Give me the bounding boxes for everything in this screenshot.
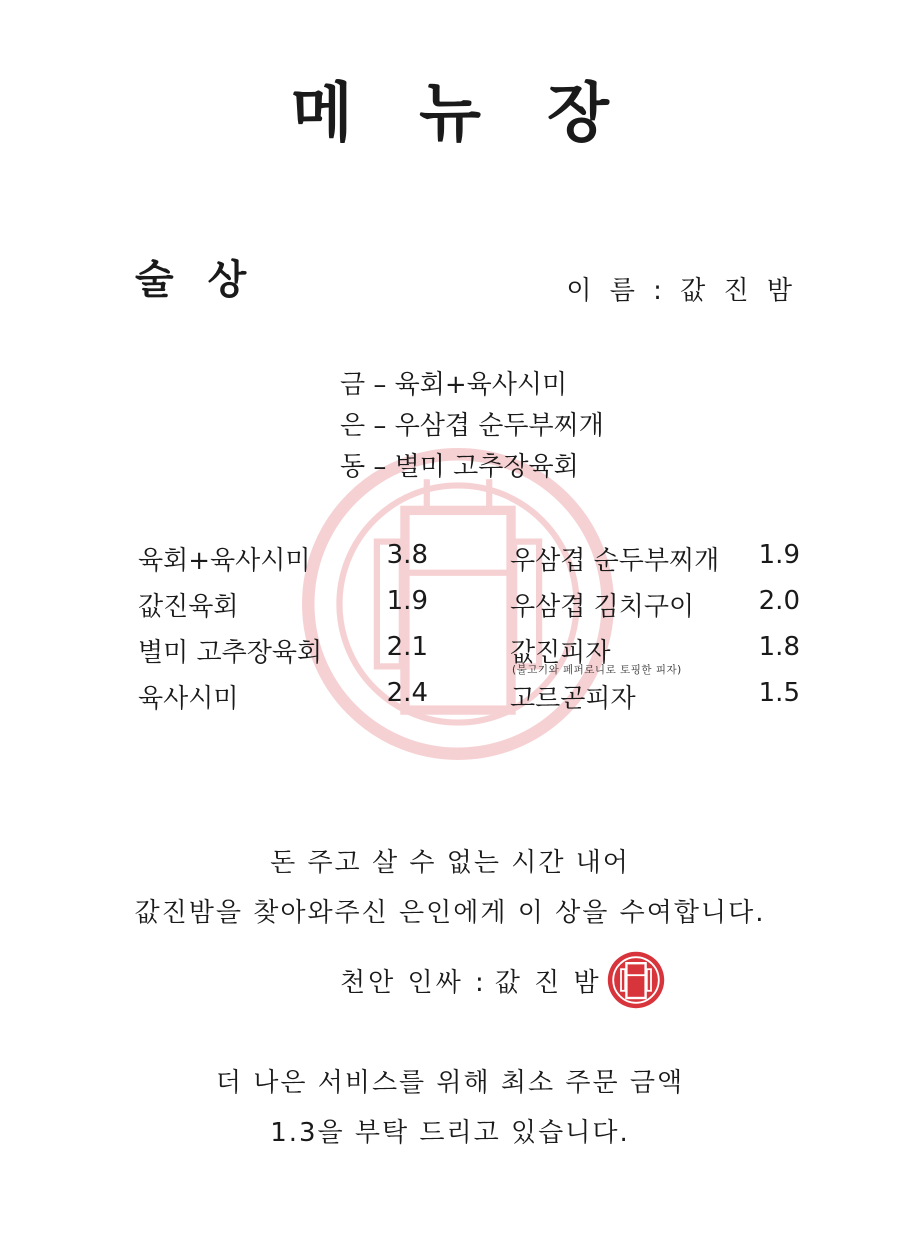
notice-line: 1.3을 부탁 드리고 있습니다.: [270, 1118, 630, 1148]
menu-item-price: 3.8: [386, 540, 428, 570]
tier-list: [340, 365, 604, 488]
menu-item: [138, 586, 428, 632]
tier-rank: 금: [340, 370, 366, 400]
presenter-label: 천안 인싸 :: [340, 967, 487, 998]
menu-item: [510, 540, 800, 586]
tier-rank: 은: [340, 411, 366, 441]
recipient-name: 값 진 밤: [680, 276, 797, 306]
menu-item: [138, 540, 428, 586]
menu-item-name: 우삼겹 순두부찌개: [510, 546, 720, 576]
tier-silver: [340, 406, 604, 447]
menu-item: [510, 632, 800, 678]
tier-items: 우삼겹 순두부찌개: [394, 411, 604, 441]
recipient-label: 이 름 :: [566, 276, 667, 306]
menu-left-column: [138, 540, 428, 724]
tier-items: 별미 고추장육회: [394, 452, 579, 482]
award-message-line: 값진밤을 찾아와주신 은인에게 이 상을 수여합니다.: [134, 898, 766, 928]
award-heading: 술 상: [135, 256, 257, 303]
stamp-seal-icon: [606, 950, 666, 1010]
menu-item-price: 2.0: [758, 586, 800, 616]
tier-dash: –: [373, 370, 387, 400]
menu-item-name: 별미 고추장육회: [138, 638, 323, 668]
menu-item: [138, 678, 428, 724]
menu-item-price: 1.9: [386, 586, 428, 616]
page-title: 메 뉴 장: [290, 76, 632, 151]
tier-dash: –: [373, 411, 387, 441]
menu-item: [510, 586, 800, 632]
notice-line: 더 나은 서비스를 위해 최소 주문 금액: [215, 1068, 685, 1098]
presenter-line: [340, 950, 666, 1010]
award-message-line: 돈 주고 살 수 없는 시간 내어: [270, 848, 630, 878]
menu-item-price: 1.5: [758, 678, 800, 708]
menu-item-name: 값진육회: [138, 592, 239, 622]
menu-item-name: 값진피자: [510, 638, 611, 668]
menu-item-note: (불고기와 페퍼로니로 토핑한 피자): [512, 664, 682, 676]
menu-item: [510, 678, 800, 724]
menu-item-price: 2.1: [386, 632, 428, 662]
tier-bronze: [340, 447, 604, 488]
menu-item-name: 육회+육사시미: [138, 546, 311, 576]
menu-item-name: 고르곤피자: [510, 684, 636, 714]
tier-items: 육회+육사시미: [394, 370, 568, 400]
tier-gold: [340, 365, 604, 406]
menu-right-column: [510, 540, 800, 724]
menu-item-price: 1.8: [758, 632, 800, 662]
presenter-name: 값 진 밤: [494, 967, 602, 998]
menu-item-name: 우삼겹 김치구이: [510, 592, 695, 622]
menu-item-price: 1.9: [758, 540, 800, 570]
menu-item-price: 2.4: [386, 678, 428, 708]
menu-item: [138, 632, 428, 678]
recipient-line: [566, 270, 797, 307]
tier-rank: 동: [340, 452, 366, 482]
award-message: [0, 838, 900, 938]
tier-dash: –: [373, 452, 387, 482]
menu-item-name: 육사시미: [138, 684, 239, 714]
minimum-order-notice: [0, 1058, 900, 1158]
